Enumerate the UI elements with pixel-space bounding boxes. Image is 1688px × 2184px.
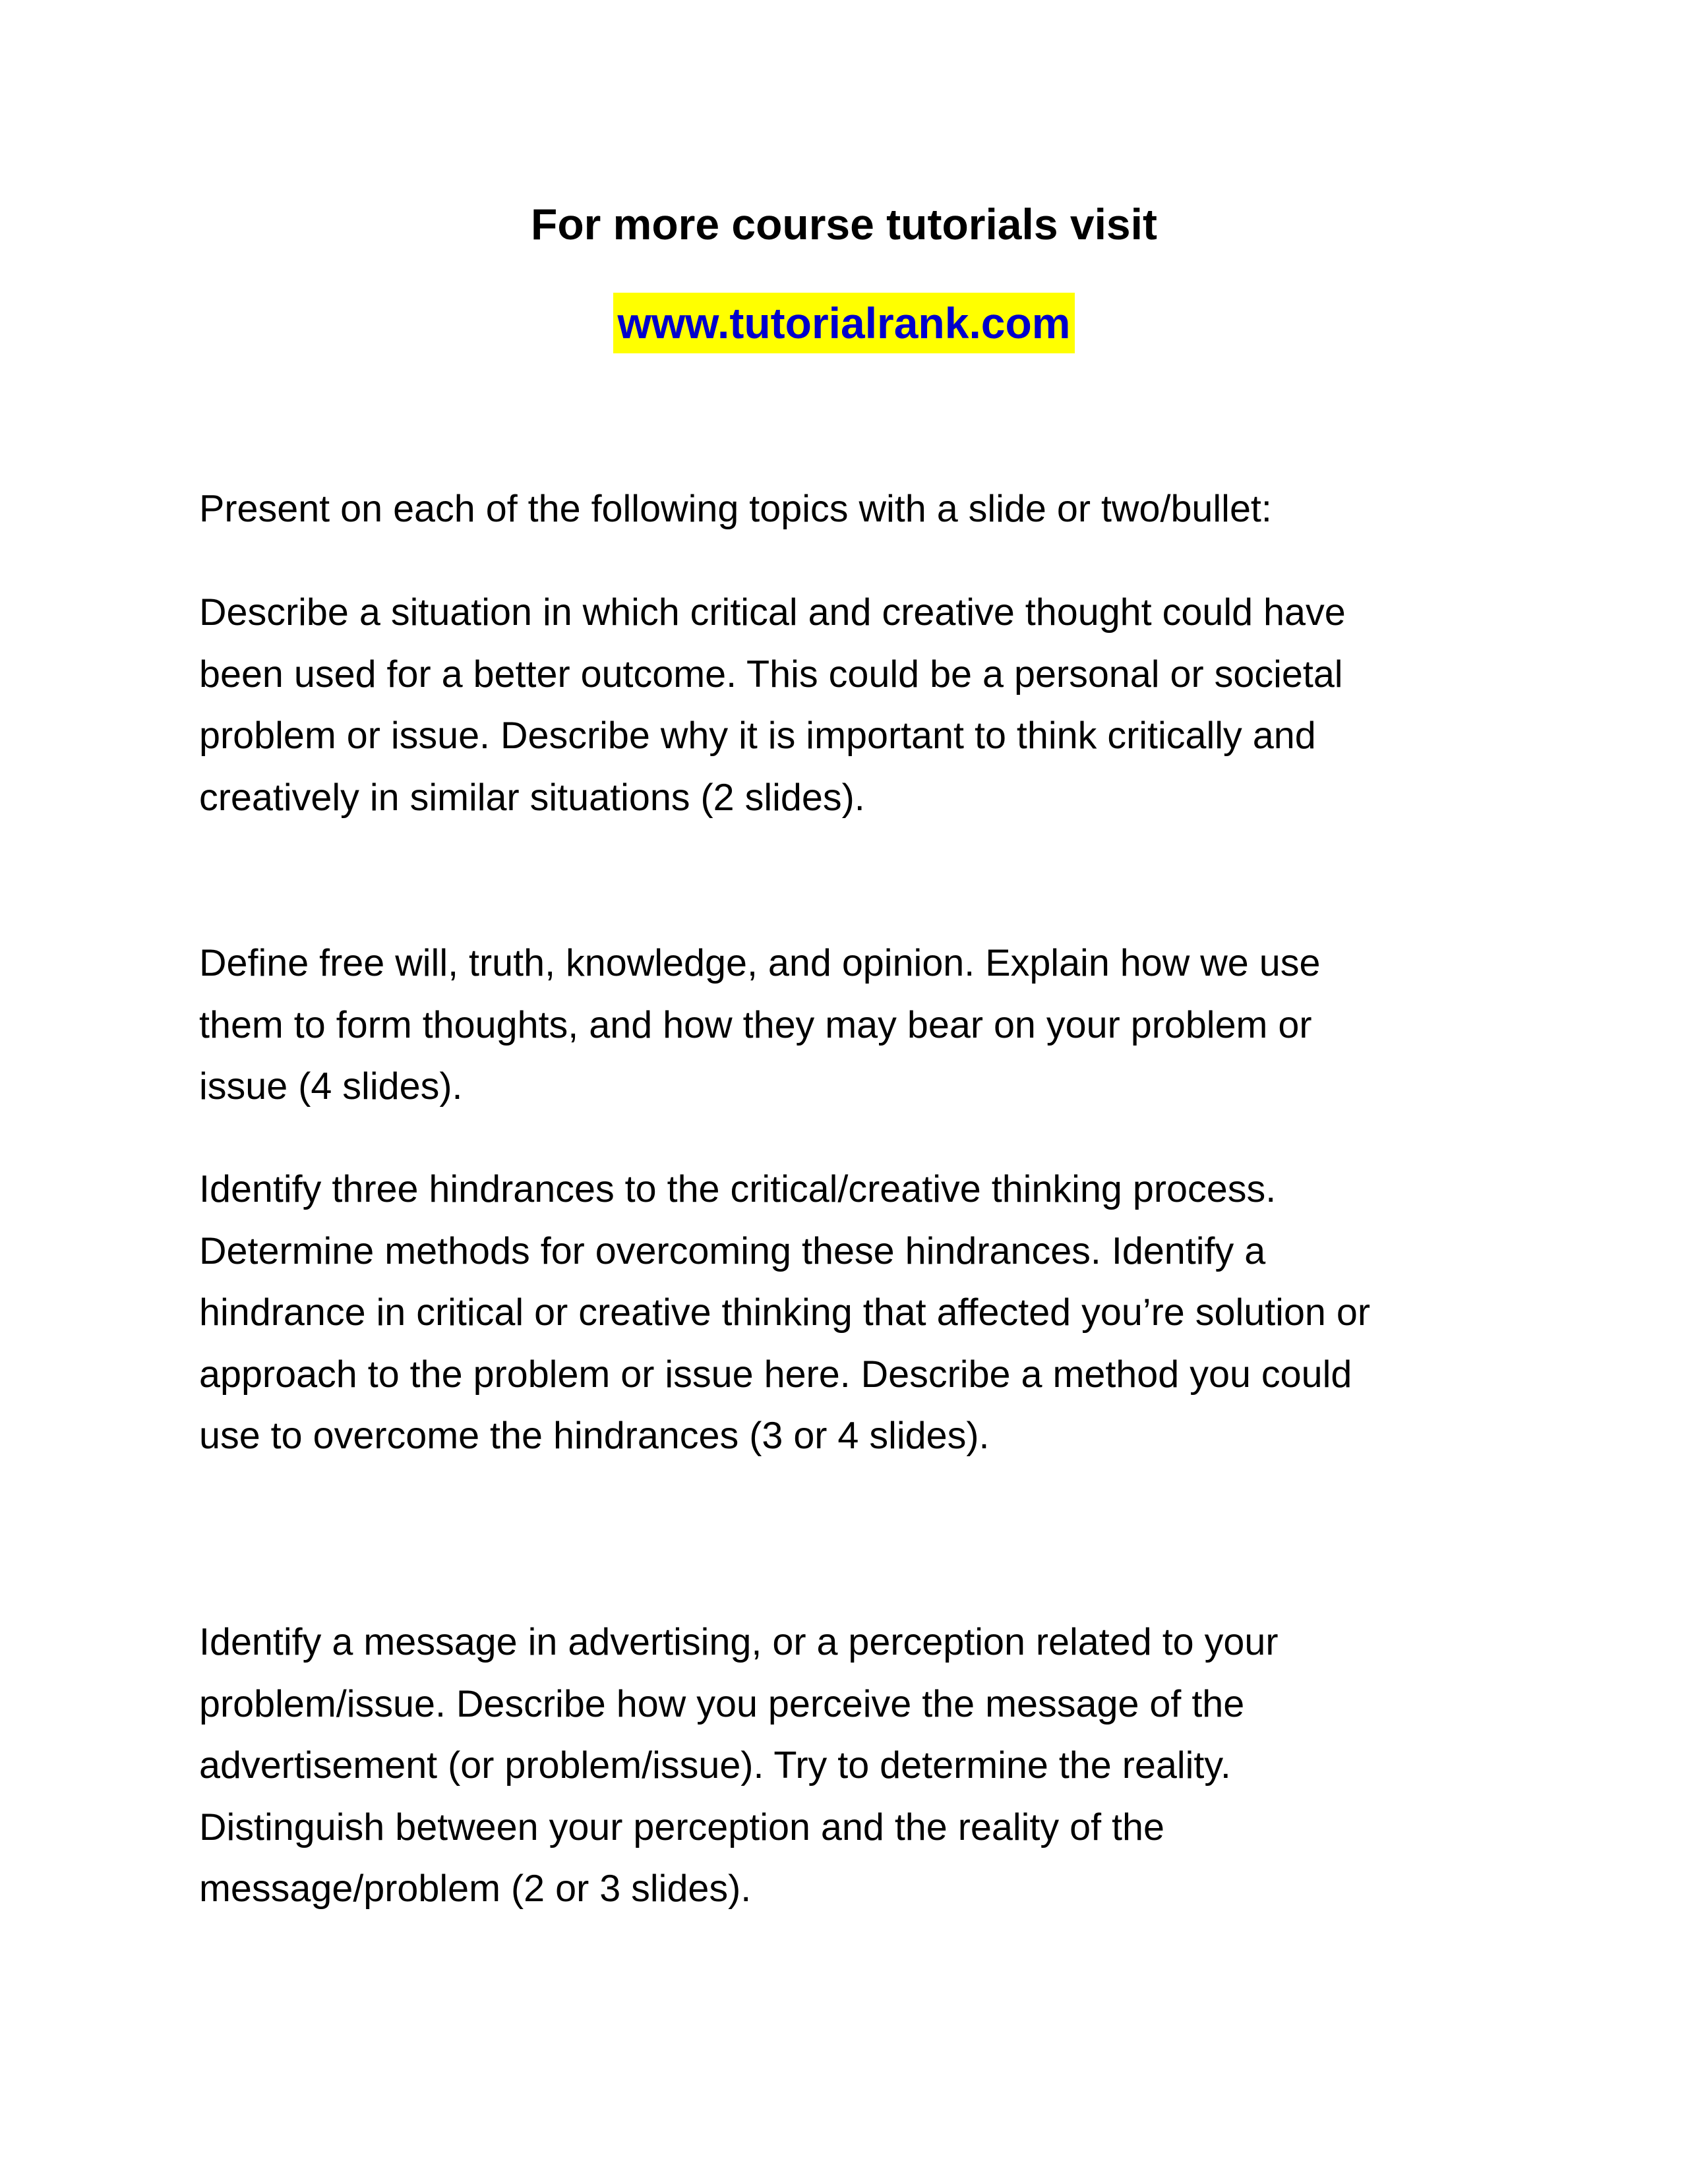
intro-paragraph: Present on each of the following topics with a slide or two/bullet: [199, 488, 1272, 530]
topic-paragraph-4: Identify a message in advertising, or a perception related to your problem/issue. Describe how you perceive the message of the advertisement (or problem/issue). Try to determine the reality. Distinguish between your perception and the reality of the message/problem (2 or 3 slides). [199, 1621, 1279, 1910]
topic-paragraph-1: Describe a situation in which critical and creative thought could have been used for a better outcome. This could be a personal or societal problem or issue. Describe why it is important to think critically and creatively in similar situations (2 slides). [199, 591, 1346, 819]
topic-paragraph-3: Identify three hindrances to the critical/creative thinking process. Determine methods for overcoming these hindrances. Identify a hindrance in critical or creative thinking that affected you’re solution or approach to the problem or issue here. Describe a method you could use to overcome the hindrances (3 or 4 slides). [199, 1168, 1371, 1457]
website-link[interactable]: www.tutorialrank.com [613, 293, 1074, 353]
website-link-container [0, 293, 1688, 353]
page-title: For more course tutorials visit [531, 200, 1157, 249]
topic-paragraph-2: Define free will, truth, knowledge, and opinion. Explain how we use them to form thoughts, and how they may bear on your problem or issue (4 slides). [199, 942, 1321, 1107]
